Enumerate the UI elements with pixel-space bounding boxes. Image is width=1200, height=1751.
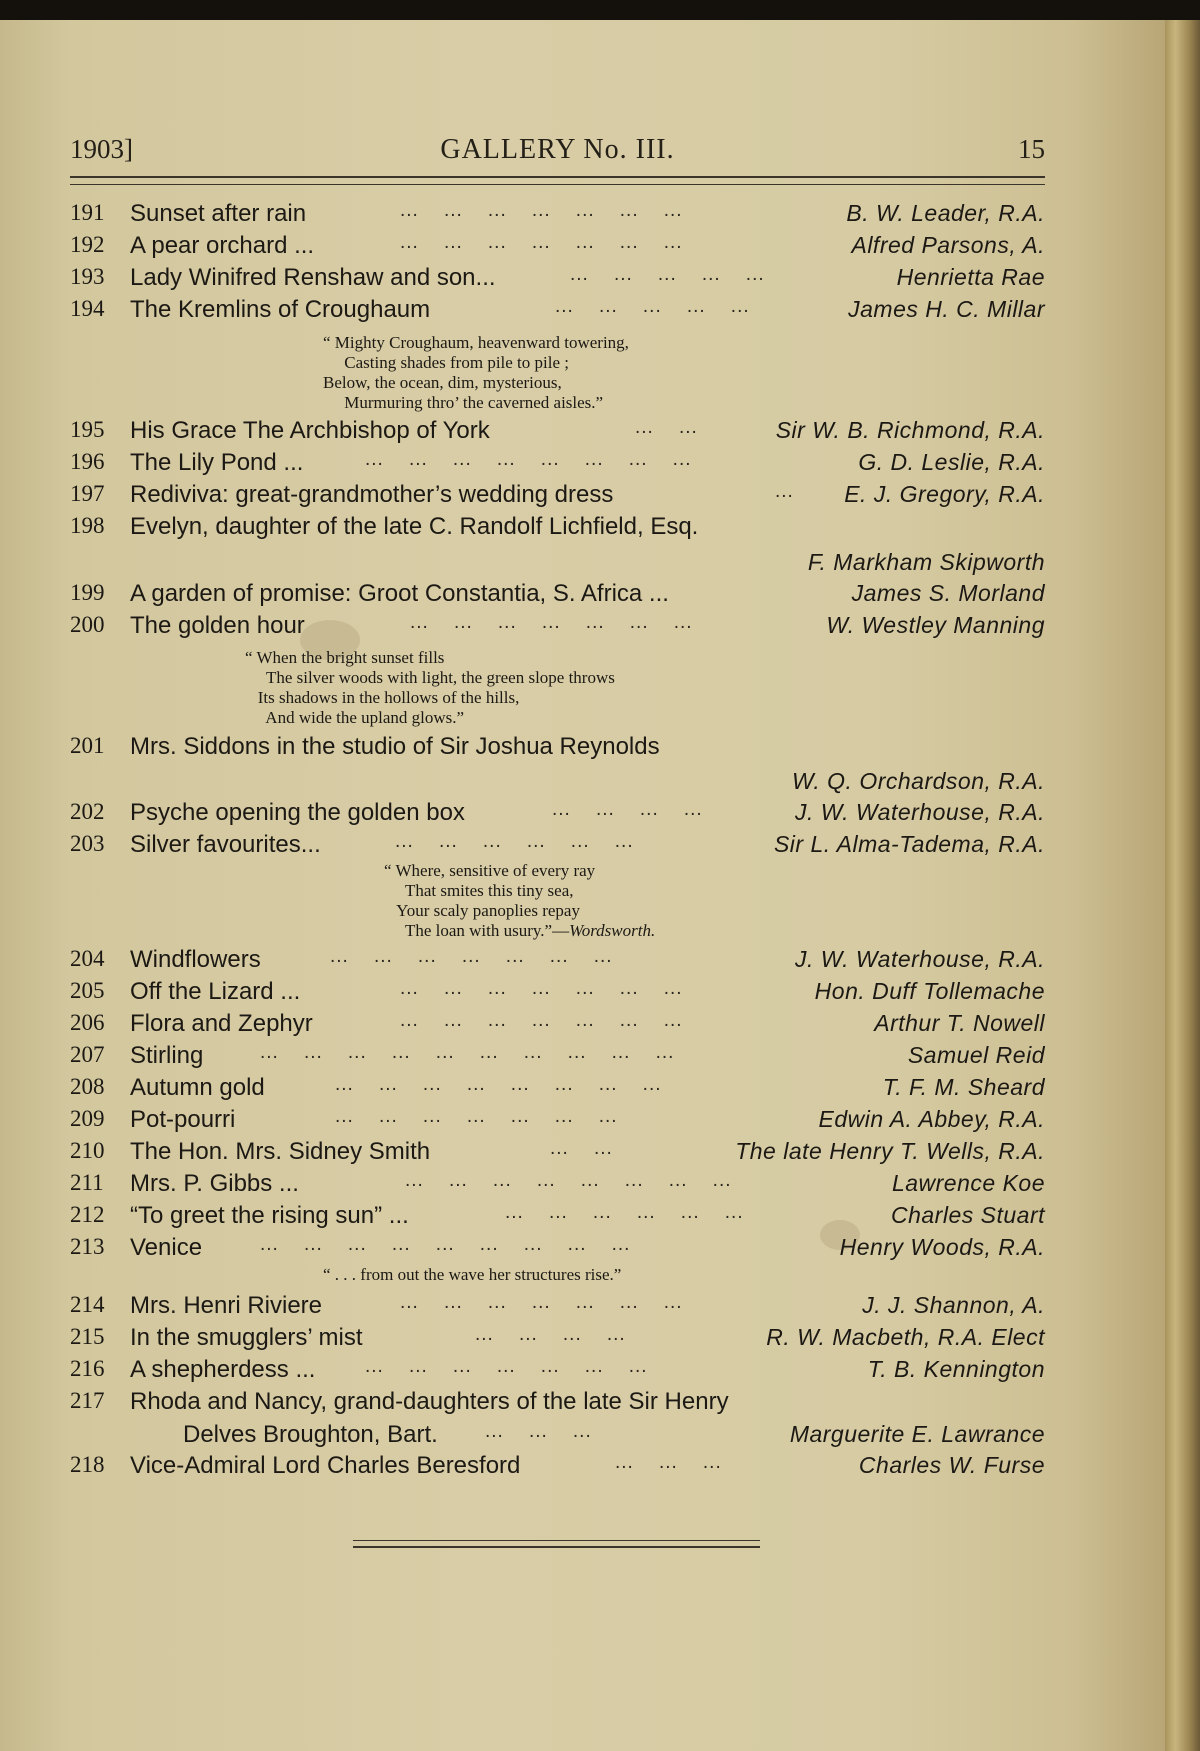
entry-title: Evelyn, daughter of the late C. Randolf Lichfield, Esq.	[130, 513, 699, 540]
catalogue-entry	[70, 1324, 1045, 1358]
entry-number: 203	[70, 831, 105, 856]
leader-dots: ... ... ... ...	[552, 799, 703, 820]
entry-number: 195	[70, 417, 105, 442]
leader-dots: ... ... ... ... ... ... ... ...	[405, 1170, 732, 1191]
entry-title: “To greet the rising sun” ...	[130, 1202, 409, 1229]
catalogue-entry	[70, 831, 1045, 865]
entry-title: The Lily Pond ...	[130, 449, 304, 476]
entry-artist: Samuel Reid	[907, 1042, 1045, 1068]
entry-title: Psyche opening the golden box	[130, 799, 465, 826]
entry-title: The Kremlins of Croughaum	[130, 296, 431, 323]
leader-dots: ... ... ... ... ... ... ...	[410, 612, 693, 633]
leader-dots: ...	[775, 481, 794, 502]
entry-title: Flora and Zephyr	[130, 1010, 313, 1037]
entry-number: 191	[70, 200, 105, 225]
entry-title: Stirling	[130, 1042, 204, 1069]
entry-artist: Hon. Duff Tollemache	[814, 978, 1045, 1004]
leader-dots: ... ... ... ... ... ... ... ...	[365, 449, 692, 470]
leader-dots: ... ... ... ... ... ... ...	[400, 200, 683, 221]
entry-number: 206	[70, 1010, 105, 1035]
leader-dots: ... ... ... ... ... ... ... ...	[335, 1074, 662, 1095]
entry-number: 192	[70, 232, 105, 257]
catalogue-entry	[70, 481, 1045, 515]
catalogue-entry-artist-line	[70, 768, 1045, 802]
entry-title: Mrs. Henri Riviere	[130, 1292, 323, 1319]
catalogue-entry	[70, 1202, 1045, 1236]
entry-title: A pear orchard ...	[130, 232, 315, 259]
entry-title: Silver favourites...	[130, 831, 321, 858]
catalogue-entry	[70, 417, 1045, 451]
entry-number: 194	[70, 296, 105, 321]
entry-artist: James S. Morland	[851, 580, 1045, 606]
leader-dots: ... ... ... ... ... ...	[505, 1202, 744, 1223]
catalogue-entry	[70, 1042, 1045, 1076]
leader-dots: ... ... ... ... ... ... ... ... ...	[260, 1234, 631, 1255]
catalogue-entry	[70, 296, 1045, 330]
leader-dots: ... ... ... ...	[475, 1324, 626, 1345]
catalogue-entry	[70, 612, 1045, 646]
catalogue-list	[70, 0, 1045, 1751]
quote-citation: Wordsworth.	[569, 921, 656, 940]
entry-title-line2: Delves Broughton, Bart.	[183, 1421, 438, 1448]
catalogue-entry	[70, 733, 1045, 767]
leader-dots: ... ... ... ... ... ...	[395, 831, 634, 852]
catalogue-entry	[70, 1234, 1045, 1268]
entry-number: 215	[70, 1324, 105, 1349]
entry-title: Autumn gold	[130, 1074, 265, 1101]
leader-dots: ... ... ... ... ... ... ... ... ... ...	[260, 1042, 675, 1063]
catalogue-entry	[70, 946, 1045, 980]
catalogue-entry	[70, 513, 1045, 547]
entry-artist: J. W. Waterhouse, R.A.	[794, 946, 1045, 972]
entry-number: 196	[70, 449, 105, 474]
entry-artist: Henry Woods, R.A.	[839, 1234, 1045, 1260]
entry-number: 197	[70, 481, 105, 506]
entry-number: 207	[70, 1042, 105, 1067]
entry-artist: The late Henry T. Wells, R.A.	[735, 1138, 1045, 1164]
entry-number: 209	[70, 1106, 105, 1131]
catalogue-entry	[70, 1010, 1045, 1044]
catalogue-entry	[70, 1170, 1045, 1204]
entry-number: 205	[70, 978, 105, 1003]
leader-dots: ... ...	[635, 417, 698, 438]
entry-number: 216	[70, 1356, 105, 1381]
entry-artist: Lawrence Koe	[891, 1170, 1045, 1196]
catalogue-entry	[70, 1452, 1045, 1486]
catalogue-entry	[70, 799, 1045, 833]
catalogue-entry	[70, 1388, 1045, 1422]
leader-dots: ... ... ...	[485, 1421, 592, 1442]
entry-number: 211	[70, 1170, 104, 1195]
entry-artist: J. W. Waterhouse, R.A.	[794, 799, 1045, 825]
leader-dots: ... ... ...	[615, 1452, 722, 1473]
leader-dots: ... ... ... ... ... ... ...	[400, 978, 683, 999]
entry-number: 213	[70, 1234, 105, 1259]
entry-title: Mrs. Siddons in the studio of Sir Joshua Reynolds	[130, 733, 660, 760]
catalogue-entry	[70, 1106, 1045, 1140]
entry-title: A garden of promise: Groot Constantia, S. Africa ...	[130, 580, 669, 607]
catalogue-entry	[70, 1138, 1045, 1172]
entry-title: Rhoda and Nancy, grand-daughters of the late Sir Henry	[130, 1388, 729, 1415]
leader-dots: ... ... ... ... ... ... ...	[365, 1356, 648, 1377]
catalogue-entry	[70, 200, 1045, 234]
leader-dots: ... ... ... ... ... ... ...	[335, 1106, 618, 1127]
entry-artist: Arthur T. Nowell	[874, 1010, 1045, 1036]
entry-number: 212	[70, 1202, 105, 1227]
entry-artist: Alfred Parsons, A.	[851, 232, 1045, 258]
entry-number: 198	[70, 513, 105, 538]
entry-artist: James H. C. Millar	[848, 296, 1045, 322]
entry-artist: Charles W. Furse	[858, 1452, 1045, 1478]
entry-title: Vice-Admiral Lord Charles Beresford	[130, 1452, 521, 1479]
catalogue-entry	[70, 264, 1045, 298]
leader-dots: ... ... ... ... ... ... ...	[400, 232, 683, 253]
entry-artist: Henrietta Rae	[896, 264, 1045, 290]
entry-artist: E. J. Gregory, R.A.	[844, 481, 1045, 507]
entry-artist: W. Westley Manning	[826, 612, 1045, 638]
entry-number: 214	[70, 1292, 105, 1317]
entry-title: Rediviva: great-grandmother’s wedding dress	[130, 481, 614, 508]
entry-artist: R. W. Macbeth, R.A. Elect	[766, 1324, 1045, 1350]
entry-number: 210	[70, 1138, 105, 1163]
entry-title: Windflowers	[130, 946, 261, 973]
catalogue-entry	[70, 1356, 1045, 1390]
entry-artist: F. Markham Skipworth	[807, 549, 1045, 575]
entry-title: Lady Winifred Renshaw and son...	[130, 264, 496, 291]
catalogue-entry	[70, 232, 1045, 266]
entry-number: 199	[70, 580, 105, 605]
entry-title: His Grace The Archbishop of York	[130, 417, 490, 444]
catalogue-entry-continuation	[70, 1421, 1045, 1455]
leader-dots: ... ... ... ... ... ... ...	[400, 1292, 683, 1313]
entry-quote: “ When the bright sunset fills The silver woods with light, the green slope throws Its shadows in the hollows of the hills, And wide the upland glows.”	[245, 648, 615, 727]
page-number: 15	[1018, 134, 1045, 164]
catalogue-entry	[70, 978, 1045, 1012]
leader-dots: ... ... ... ... ... ... ...	[400, 1010, 683, 1031]
entry-title: A shepherdess ...	[130, 1356, 316, 1383]
entry-title: The Hon. Mrs. Sidney Smith	[130, 1138, 431, 1165]
entry-number: 218	[70, 1452, 105, 1477]
entry-title: Sunset after rain	[130, 200, 307, 227]
leader-dots: ... ... ... ... ... ... ...	[330, 946, 613, 967]
entry-number: 217	[70, 1388, 105, 1413]
header-year: 1903]	[70, 134, 133, 164]
entry-number: 193	[70, 264, 105, 289]
catalogue-entry-artist-line	[70, 549, 1045, 583]
quote-text: “ Where, sensitive of every ray That smites this tiny sea, Your scaly panoplies repay The loan with usury.”—	[384, 861, 596, 940]
entry-artist: G. D. Leslie, R.A.	[858, 449, 1045, 475]
entry-number: 201	[70, 733, 105, 758]
catalogue-entry	[70, 1074, 1045, 1108]
entry-title: Off the Lizard ...	[130, 978, 301, 1005]
entry-number: 204	[70, 946, 105, 971]
entry-artist: J. J. Shannon, A.	[862, 1292, 1045, 1318]
entry-artist: Sir L. Alma-Tadema, R.A.	[773, 831, 1045, 857]
catalogue-entry	[70, 1292, 1045, 1326]
entry-quote	[384, 861, 655, 941]
entry-title: Pot-pourri	[130, 1106, 236, 1133]
entry-number: 202	[70, 799, 105, 824]
leader-dots: ... ...	[550, 1138, 613, 1159]
end-rule	[353, 1540, 760, 1548]
page-title: GALLERY No. III.	[440, 134, 675, 165]
entry-title: Mrs. P. Gibbs ...	[130, 1170, 299, 1197]
entry-quote: “ Mighty Croughaum, heavenward towering, Casting shades from pile to pile ; Below, the ocean, dim, mysterious, Murmuring thro’ the caverned aisles.”	[323, 333, 629, 412]
book-spine	[1165, 20, 1200, 1751]
entry-artist: Edwin A. Abbey, R.A.	[818, 1106, 1045, 1132]
entry-artist: T. B. Kennington	[867, 1356, 1045, 1382]
catalogue-entry	[70, 449, 1045, 483]
entry-title: The golden hour	[130, 612, 305, 639]
catalogue-entry	[70, 580, 1045, 614]
leader-dots: ... ... ... ... ...	[555, 296, 750, 317]
entry-number: 200	[70, 612, 105, 637]
leader-dots: ... ... ... ... ...	[570, 264, 765, 285]
entry-artist: Sir W. B. Richmond, R.A.	[775, 417, 1045, 443]
entry-artist: Charles Stuart	[890, 1202, 1045, 1228]
entry-artist: Marguerite E. Lawrance	[789, 1421, 1045, 1447]
entry-quote: “ . . . from out the wave her structures rise.”	[323, 1265, 622, 1284]
entry-artist: W. Q. Orchardson, R.A.	[792, 768, 1045, 794]
entry-artist: B. W. Leader, R.A.	[846, 200, 1045, 226]
entry-title: Venice	[130, 1234, 203, 1261]
entry-number: 208	[70, 1074, 105, 1099]
entry-artist: T. F. M. Sheard	[882, 1074, 1045, 1100]
entry-title: In the smugglers’ mist	[130, 1324, 363, 1351]
